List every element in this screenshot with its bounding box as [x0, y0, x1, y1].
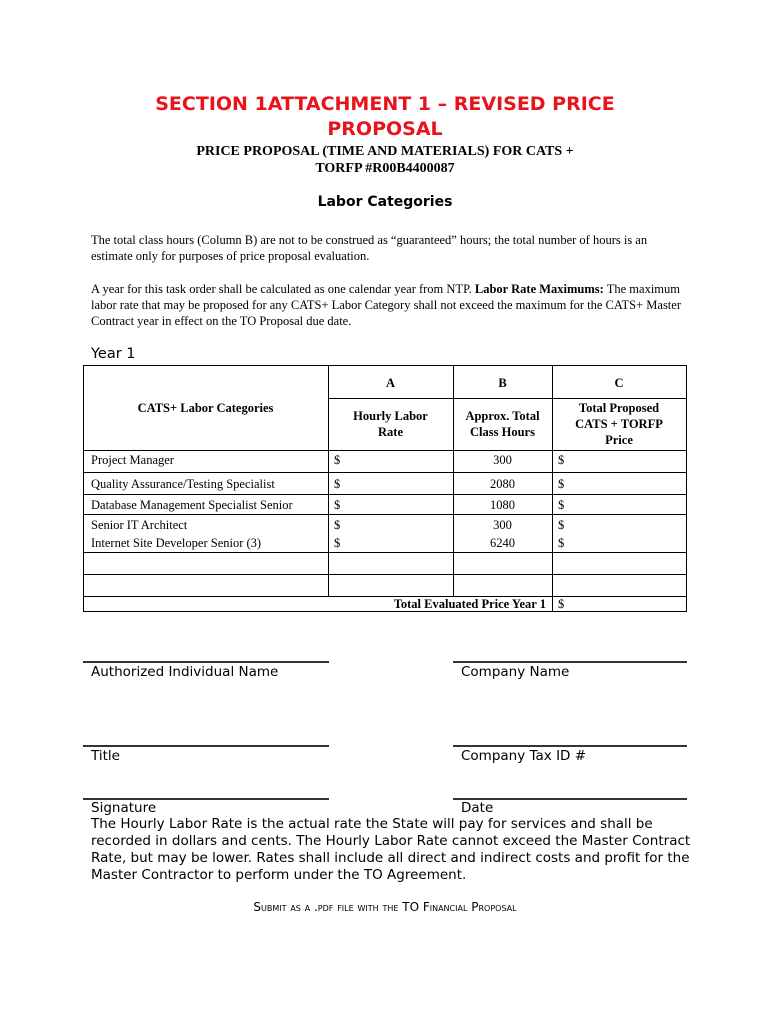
section-heading: Labor Categories	[317, 194, 453, 210]
title-line-1: SECTION 1ATTACHMENT 1 – REVISED PRICE	[155, 93, 615, 115]
header-hourly-rate-line2: Rate	[378, 425, 403, 439]
header-class-hours-line1: Approx. Total	[465, 409, 540, 423]
row-4-price[interactable]: $	[558, 518, 565, 532]
date-label: Date	[461, 800, 494, 816]
header-labor-categories: CATS+ Labor Categories	[137, 401, 274, 415]
hours-disclaimer: The total class hours (Column B) are not to be construed as “guaranteed” hours; the total number of hours is an estimate only for purposes of price proposal evaluation.	[91, 233, 648, 263]
row-5-price[interactable]: $	[558, 536, 565, 550]
row-2-category: Quality Assurance/Testing Specialist	[91, 477, 275, 491]
row-4-category: Senior IT Architect	[91, 518, 188, 532]
labor-rate-paragraph	[91, 281, 691, 329]
year-label: Year 1	[91, 346, 136, 362]
header-total-price-line2: CATS + TORFP	[575, 417, 663, 431]
row-2-price[interactable]: $	[558, 477, 565, 491]
row-1-hours: 300	[493, 453, 512, 467]
row-2-hours: 2080	[490, 477, 515, 491]
header-class-hours-line2: Class Hours	[470, 425, 535, 439]
company-name-label: Company Name	[461, 664, 570, 680]
year-definition: A year for this task order shall be calculated as one calendar year from NTP.	[91, 282, 475, 296]
subtitle-line-2: TORFP #R00B4400087	[315, 161, 455, 176]
row-1-price[interactable]: $	[558, 453, 565, 467]
row-3-rate[interactable]: $	[334, 498, 341, 512]
row-5-category: Internet Site Developer Senior (3)	[91, 536, 262, 550]
title-line[interactable]	[83, 745, 329, 747]
document-title	[0, 92, 770, 142]
document-subtitle	[0, 143, 770, 177]
row-2-rate[interactable]: $	[334, 477, 341, 491]
total-price-value[interactable]: $	[558, 597, 565, 611]
header-class-hours	[453, 408, 552, 440]
header-total-price-line1: Total Proposed	[578, 401, 660, 415]
authorized-name-line[interactable]	[83, 661, 329, 663]
title-line-2: PROPOSAL	[327, 118, 443, 140]
column-b-letter: B	[498, 376, 507, 390]
company-name-line[interactable]	[453, 661, 687, 663]
row-5-hours: 6240	[490, 536, 515, 550]
header-total-price	[552, 400, 686, 448]
submit-instruction: Submit as a .pdf file with the TO Financial Proposal	[253, 900, 517, 914]
row-3-price[interactable]: $	[558, 498, 565, 512]
header-total-price-line3: Price	[605, 433, 633, 447]
row-3-hours: 1080	[490, 498, 515, 512]
labor-rate-maximums-text: The maximum labor rate that may be proposed for any CATS+ Labor Category shall not exceed the maximum for the CATS+ Master Contract year in effect on the TO Proposal due date.	[91, 282, 681, 328]
title-label: Title	[91, 748, 120, 764]
signature-label: Signature	[91, 800, 157, 816]
tax-id-label: Company Tax ID #	[461, 748, 587, 764]
row-4-rate[interactable]: $	[334, 518, 341, 532]
authorized-name-label: Authorized Individual Name	[91, 664, 279, 680]
column-c-letter: C	[614, 376, 624, 390]
row-1-category: Project Manager	[91, 453, 174, 467]
header-hourly-rate	[328, 408, 453, 440]
row-3-category: Database Management Specialist Senior	[91, 498, 293, 512]
subtitle-line-1: PRICE PROPOSAL (TIME AND MATERIALS) FOR CATS +	[196, 144, 574, 159]
row-5-rate[interactable]: $	[334, 536, 341, 550]
tax-id-line[interactable]	[453, 745, 687, 747]
row-4-hours: 300	[493, 518, 512, 532]
header-hourly-rate-line1: Hourly Labor	[353, 409, 428, 423]
column-a-letter: A	[385, 376, 396, 390]
hourly-rate-note: The Hourly Labor Rate is the actual rate the State will pay for services and shall be recorded in dollars and cents. The Hourly Labor Rate cannot exceed the Master Contract Rate, but may be lower. Rates shall include all direct and indirect costs and profit for the Master Contractor to perform under the TO Agreement.	[91, 816, 691, 883]
total-price-label: Total Evaluated Price Year 1	[393, 597, 546, 611]
labor-rate-maximums-label: Labor Rate Maximums:	[474, 282, 604, 296]
row-1-rate[interactable]: $	[334, 453, 341, 467]
